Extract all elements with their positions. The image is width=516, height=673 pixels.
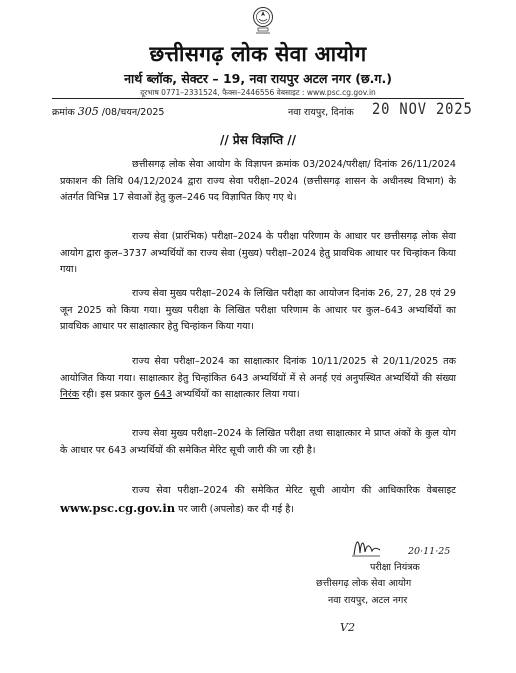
interview-text-end: अभ्यर्थियों का साक्षात्कार लिया गया। xyxy=(172,389,300,400)
paragraph-mains-text: राज्य सेवा मुख्य परीक्षा–2024 के लिखित परीक्षा का आयोजन दिनांक 26, 27, 28 एवं 29 जून 2025 को किया गया। मुख्य परीक्षा के लिखित परीक्षा परिणाम के आधार पर कुल–643 अभ्यर्थियों का प्रावधिक आधार पर साक्षात्कार हेतु चिन्हांकन किया गया। xyxy=(60,288,456,332)
signature-date: 20·11·25 xyxy=(408,546,451,557)
paragraph-prelims-text: राज्य सेवा (प्रारंभिक) परीक्षा–2024 के परीक्षा परिणाम के आधार पर छत्तीसगढ़ लोक सेवा आयोग द्वारा कुल–3737 अभ्यर्थियों का राज्य सेवा (मुख्य) परीक्षा–2024 हेतु प्रावधिक आधार पर चिन्हांकन किया गया। xyxy=(60,231,456,275)
signatory-place: नवा रायपुर, अटल नगर xyxy=(328,595,408,606)
website-text-end: पर जारी (अपलोड) कर दी गई है। xyxy=(175,503,294,515)
paragraph-merit-list xyxy=(60,426,456,459)
interview-text-start: राज्य सेवा परीक्षा–2024 का साक्षात्कार दिनांक 10/11/2025 से 20/11/2025 तक आयोजित किया गया। साक्षात्कार हेतु चिन्हांकित 643 अभ्यर्थियों में से अनर्ह एवं अनुपस्थित अभ्यर्थियों की संख्या xyxy=(60,356,456,384)
interview-text-middle: रही। इस प्रकार कुल xyxy=(79,389,154,400)
reference-serial: 305 xyxy=(77,105,99,118)
signature-mark xyxy=(350,533,382,559)
website-text-start: राज्य सेवा परीक्षा–2024 की समेकित मेरिट सूची आयोग की आधिकारिक वेबसाइट xyxy=(132,485,456,496)
org-address: नार्थ ब्लॉक, सेक्टर – 19, नवा रायपुर अटल नगर (छ.ग.) xyxy=(124,71,392,86)
handwritten-initials: V2 xyxy=(340,621,355,634)
paragraph-merit-list-text: राज्य सेवा मुख्य परीक्षा–2024 के लिखित परीक्षा तथा साक्षात्कार मे प्राप्त अंकों के कुल योग के आधार पर 643 अभ्यर्थियों की समेकित मेरिट सूची जारी की जा रही है। xyxy=(60,428,456,456)
paragraph-advertisement xyxy=(60,157,456,207)
date-stamp: 20 NOV 2025 xyxy=(372,99,473,118)
reference-prefix: क्रमांक xyxy=(52,107,75,118)
org-title: छत्तीसगढ़ लोक सेवा आयोग xyxy=(149,42,367,66)
interview-total-count: 643 xyxy=(153,389,173,400)
paragraph-interview xyxy=(60,354,456,404)
paragraph-prelims xyxy=(60,229,456,279)
org-contact: दूरभाष 0771–2331524, फैक्स–2446556 वेबसाइट : www.psc.cg.gov.in xyxy=(140,88,376,97)
press-release-heading: // प्रेस विज्ञप्ति // xyxy=(219,133,297,147)
state-emblem-icon xyxy=(252,6,274,36)
paragraph-advertisement-text: छत्तीसगढ़ लोक सेवा आयोग के विज्ञापन क्रमांक 03/2024/परीक्षा/ दिनांक 26/11/2024 प्रकाशन की तिथि 04/12/2024 द्वारा राज्य सेवा परीक्षा–2024 (छत्तीसगढ़ शासन के अधीनस्थ विभाग) के अंतर्गत विभिन्न 17 सेवाओं हेतु कुल–246 पद विज्ञापित किए गए थे। xyxy=(60,159,456,203)
paragraph-mains xyxy=(60,286,456,336)
website-link[interactable]: www.psc.cg.gov.in xyxy=(60,500,176,515)
place-date-label: नवा रायपुर, दिनांक xyxy=(288,107,354,118)
paragraph-website xyxy=(60,483,456,518)
reference-number xyxy=(52,105,164,118)
reference-suffix: /08/चयन/2025 xyxy=(101,107,165,118)
signatory-designation: परीक्षा नियंत्रक xyxy=(370,562,420,573)
interview-nil-count: निरंक xyxy=(60,389,80,400)
signatory-organization: छत्तीसगढ़ लोक सेवा आयोग xyxy=(316,578,412,589)
